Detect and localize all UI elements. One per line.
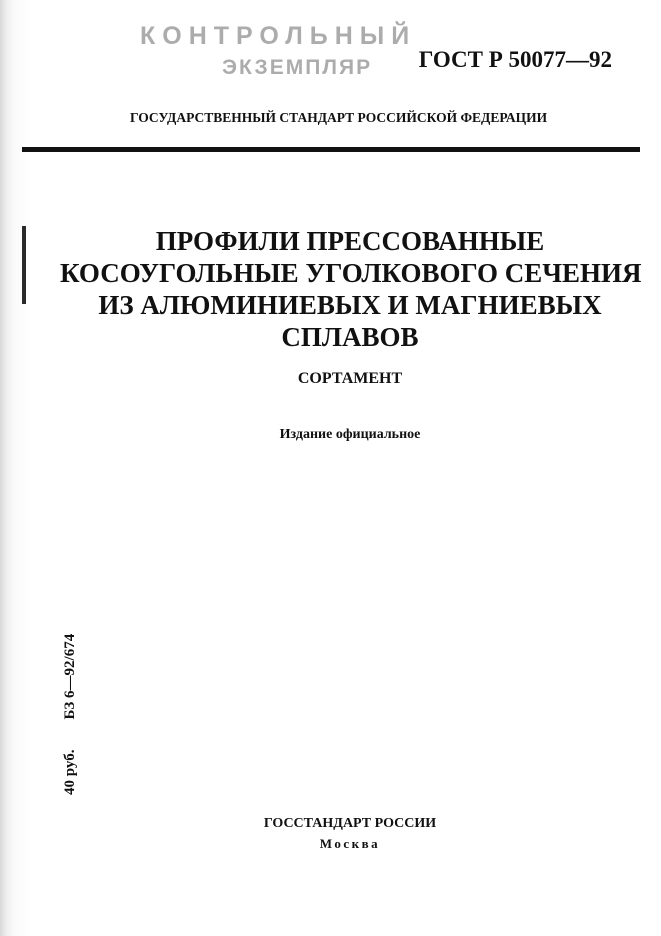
bz-code: БЗ 6—92/674 — [62, 633, 78, 720]
edition-note: Издание официальное — [279, 427, 421, 442]
side-print-info — [62, 634, 79, 795]
document-title — [60, 225, 640, 353]
publication-city: Москва — [319, 836, 381, 851]
title-line-1: ПРОФИЛИ ПРЕССОВАННЫЕ — [155, 226, 545, 256]
document-subtitle: СОРТАМЕНТ — [297, 370, 403, 387]
state-standard-heading: ГОСУДАРСТВЕННЫЙ СТАНДАРТ РОССИЙСКОЙ ФЕДЕРАЦИИ — [130, 110, 548, 125]
gost-number: ГОСТ Р 50077—92 — [418, 47, 612, 72]
stamp-line-2: ЭКЗЕМПЛЯР — [222, 56, 373, 79]
title-line-2: КОСОУГОЛЬНЫЕ УГОЛКОВОГО СЕЧЕНИЯ — [60, 258, 642, 288]
stamp-line-1: КОНТРОЛЬНЫЙ — [140, 22, 417, 50]
price-label: 40 руб. — [62, 749, 78, 795]
binding-edge — [0, 0, 30, 936]
title-line-3: ИЗ АЛЮМИНИЕВЫХ И МАГНИЕВЫХ — [98, 290, 602, 320]
publisher: ГОССТАНДАРТ РОССИИ — [263, 816, 437, 831]
header-rule — [22, 147, 640, 152]
binding-mark — [22, 226, 26, 304]
title-line-4: СПЛАВОВ — [281, 322, 419, 352]
control-copy-stamp — [140, 22, 425, 84]
